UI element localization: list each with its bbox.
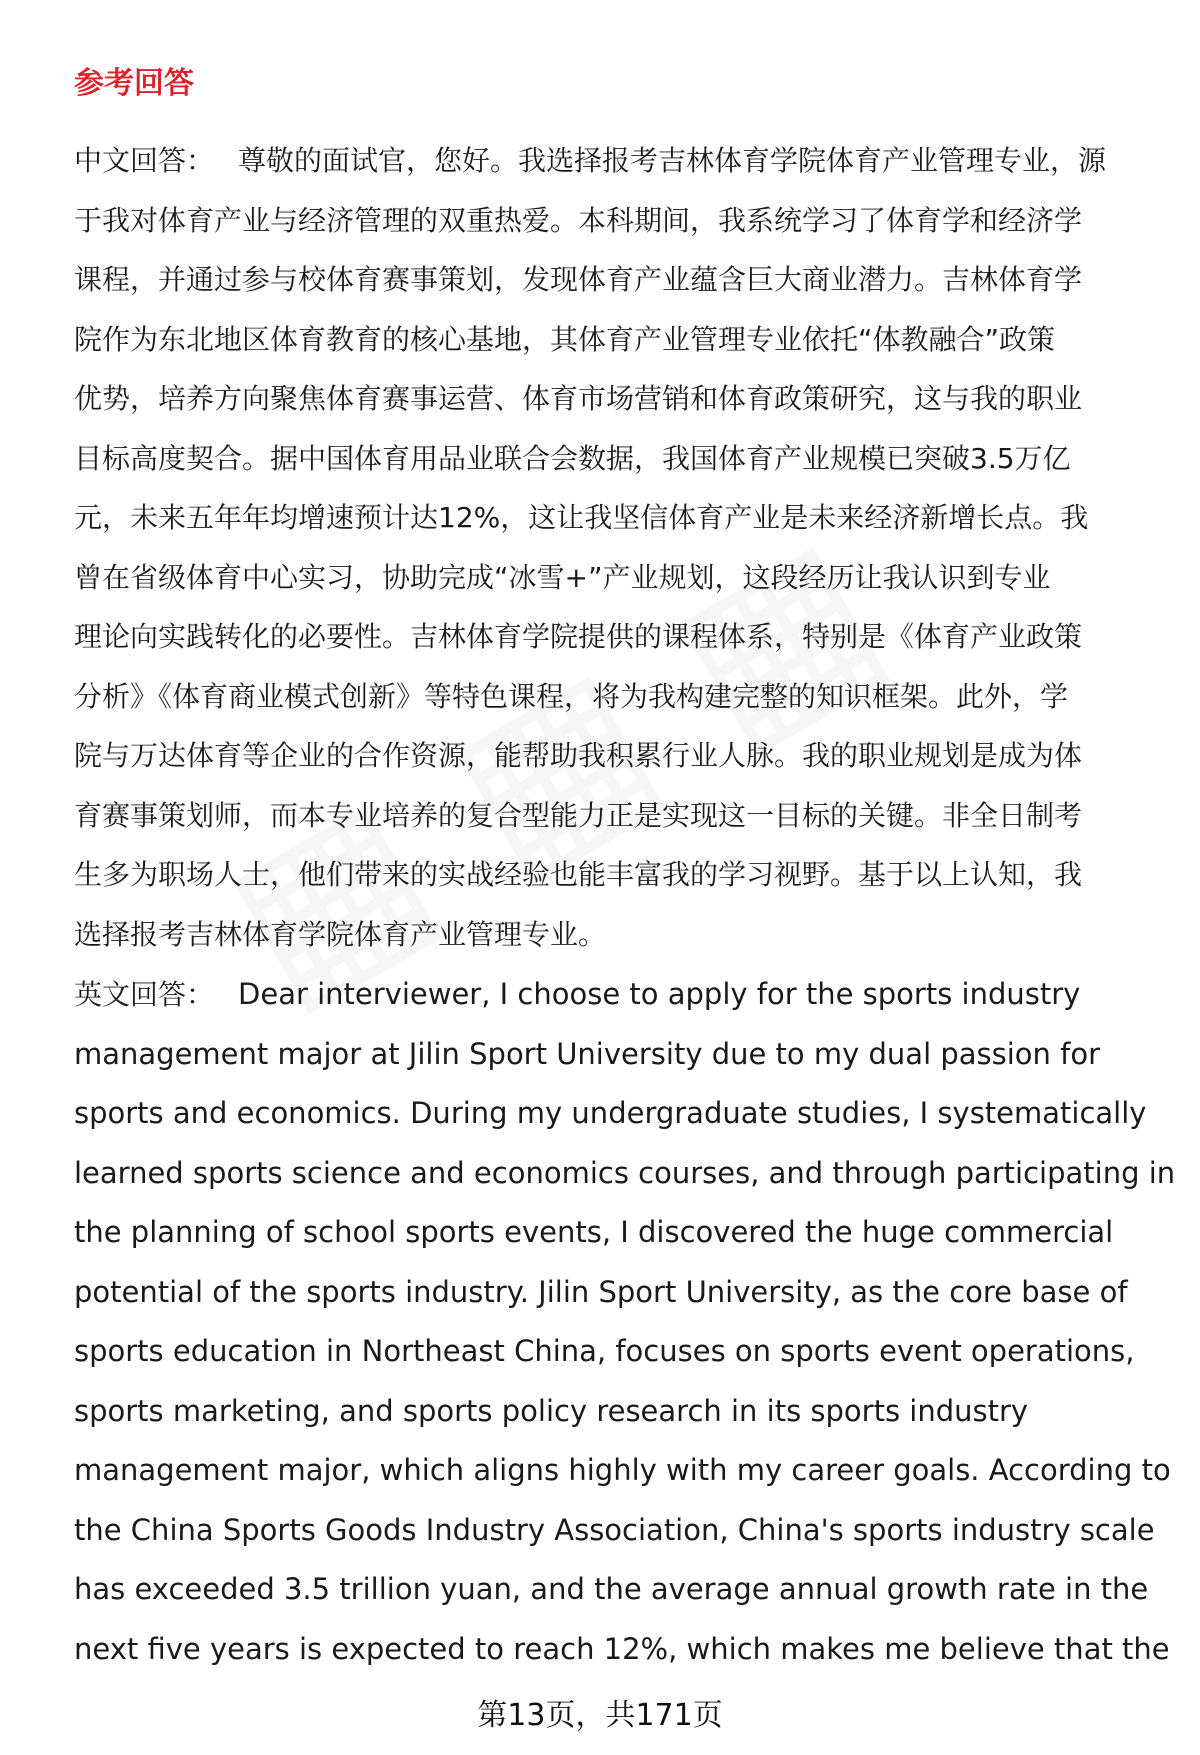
chinese-answer-line: 于我对体育产业与经济管理的双重热爱。本科期间，我系统学习了体育学和经济学 xyxy=(74,203,1083,237)
chinese-answer-line: 分析》《体育商业模式创新》等特色课程，将为我构建完整的知识框架。此外，学 xyxy=(74,679,1069,713)
page-indicator: 第13页，共171页 xyxy=(477,1698,723,1733)
section-title: 参考回答 xyxy=(74,66,194,101)
chinese-answer-line: 育赛事策划师，而本专业培养的复合型能力正是实现这一目标的关键。非全日制考 xyxy=(74,798,1083,832)
chinese-answer-line: 中文回答： 尊敬的面试官，您好。我选择报考吉林体育学院体育产业管理专业，源 xyxy=(74,144,1107,177)
chinese-answer-line: 院作为东北地区体育教育的核心基地，其体育产业管理专业依托“体教融合”政策 xyxy=(74,322,1056,356)
chinese-answer-line: 理论向实践转化的必要性。吉林体育学院提供的课程体系，特别是《体育产业政策 xyxy=(74,620,1083,653)
english-answer-line: management major at Jilin Sport University due to my dual passion for xyxy=(74,1036,1101,1071)
english-answer-line: learned sports science and economics courses, and through participating in xyxy=(74,1155,1176,1190)
english-answer-line: potential of the sports industry. Jilin Sport University, as the core base of xyxy=(74,1274,1128,1309)
chinese-answer-line: 生多为职场人士，他们带来的实战经验也能丰富我的学习视野。基于以上认知，我 xyxy=(74,858,1083,891)
chinese-answer-paragraph xyxy=(74,131,1162,964)
chinese-answer-line: 选择报考吉林体育学院体育产业管理专业。 xyxy=(74,917,607,951)
chinese-answer-line: 目标高度契合。据中国体育用品业联合会数据，我国体育产业规模已突破3.5万亿 xyxy=(74,441,1071,475)
english-answer-line: next five years is expected to reach 12%, which makes me believe that the xyxy=(74,1631,1170,1666)
chinese-answer-label: 中文回答： xyxy=(74,144,215,177)
chinese-answer-line: 课程，并通过参与校体育赛事策划，发现体育产业蕴含巨大商业潜力。吉林体育学 xyxy=(74,263,1083,296)
chinese-answer-line: 优势，培养方向聚焦体育赛事运营、体育市场营销和体育政策研究，这与我的职业 xyxy=(74,382,1083,415)
chinese-answer-line: 院与万达体育等企业的合作资源，能帮助我积累行业人脉。我的职业规划是成为体 xyxy=(74,739,1083,772)
english-answer-line: sports education in Northeast China, focuses on sports event operations, xyxy=(74,1334,1135,1368)
chinese-answer-line: 元，未来五年年均增速预计达12%，这让我坚信体育产业是未来经济新增长点。我 xyxy=(74,501,1089,534)
english-answer-paragraph xyxy=(74,965,1176,1679)
english-answer-label: 英文回答： xyxy=(74,978,215,1011)
english-answer-line: sports marketing, and sports policy research in its sports industry xyxy=(74,1393,1029,1428)
english-answer-line: 英文回答： Dear interviewer, I choose to apply for the sports industry xyxy=(74,977,1081,1011)
chinese-answer-line: 曾在省级体育中心实习，协助完成“冰雪+”产业规划，这段经历让我认识到专业 xyxy=(74,560,1051,594)
english-answer-line: has exceeded 3.5 trillion yuan, and the average annual growth rate in the xyxy=(74,1572,1149,1606)
english-answer-line: the China Sports Goods Industry Association, China's sports industry scale xyxy=(74,1512,1155,1547)
english-answer-line: sports and economics. During my undergraduate studies, I systematically xyxy=(74,1096,1147,1130)
english-answer-line: the planning of school sports events, I discovered the huge commercial xyxy=(74,1215,1114,1249)
english-answer-line: management major, which aligns highly with my career goals. According to xyxy=(74,1453,1171,1487)
